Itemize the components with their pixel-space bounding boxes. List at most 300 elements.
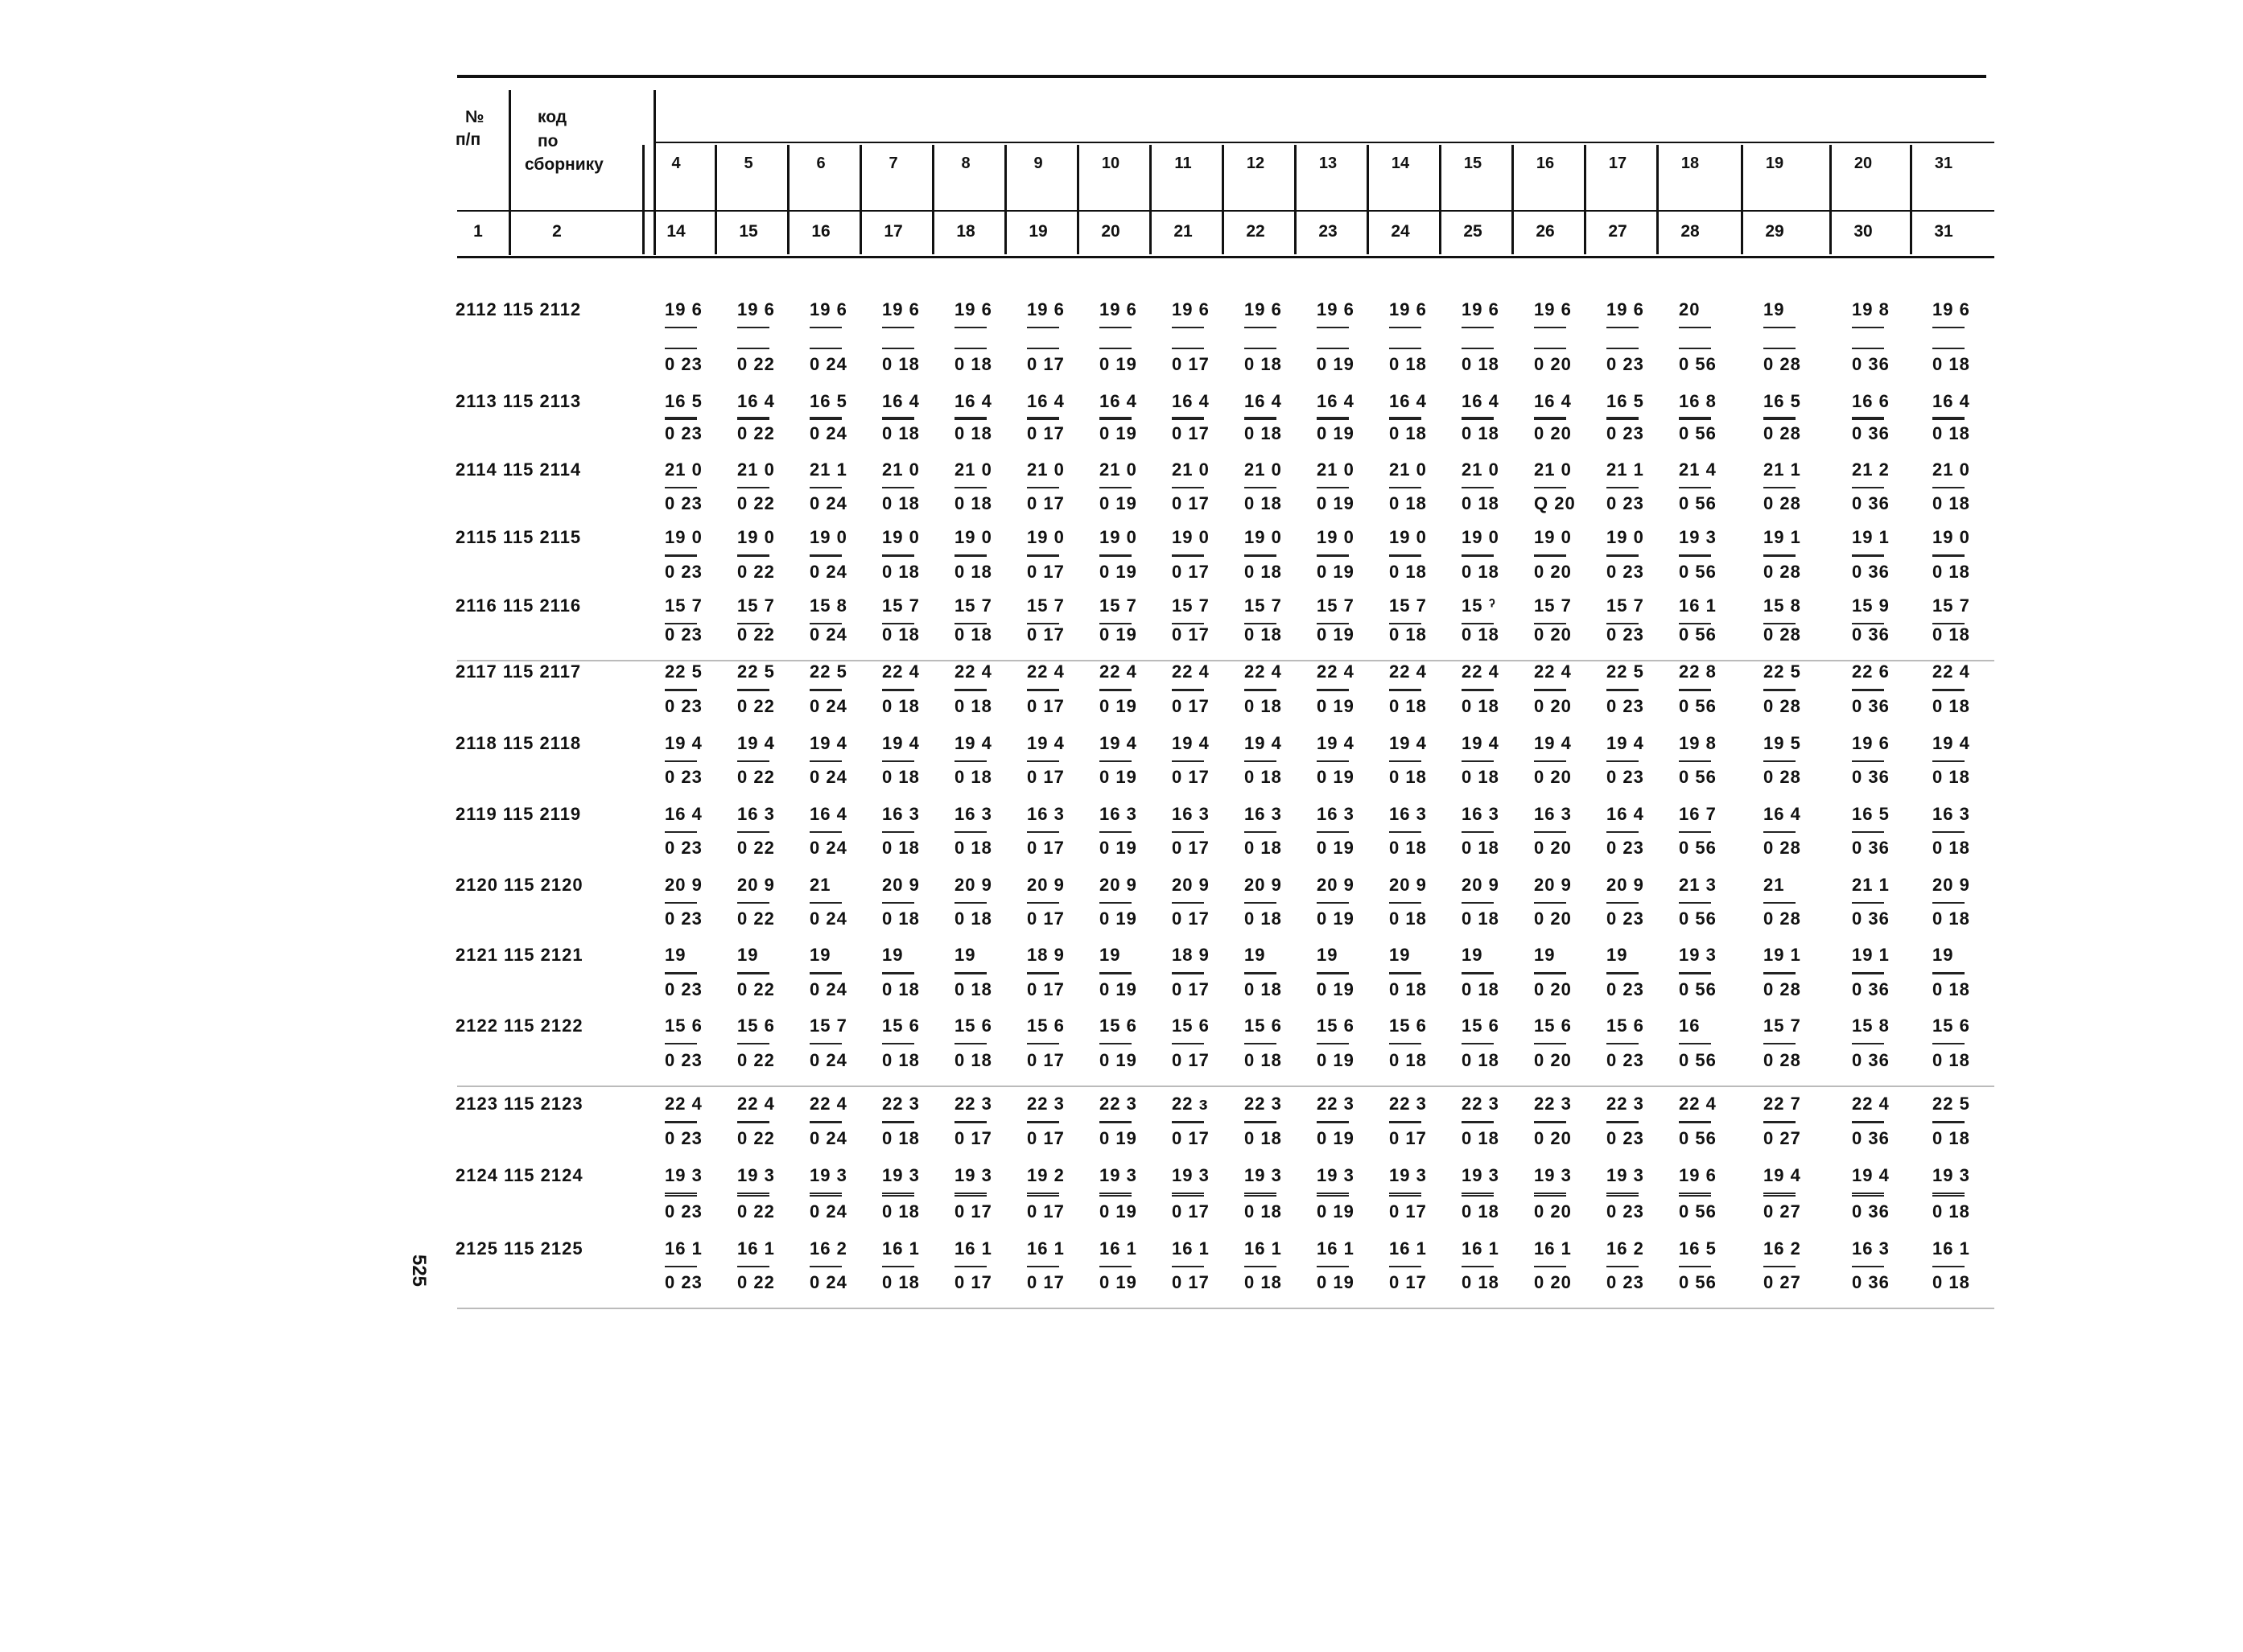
- cell-den: 0 20: [1534, 1272, 1572, 1292]
- row-code: 2124 115 2124: [456, 1165, 583, 1185]
- fraction-bar: [1932, 690, 1965, 691]
- cell-den: 0 22: [737, 562, 775, 582]
- fraction-bar: [1027, 1193, 1059, 1194]
- cell-den: 0 18: [1389, 1050, 1427, 1070]
- cell-num: 16 4: [1317, 391, 1354, 411]
- fraction-bar: [955, 327, 987, 328]
- fraction-bar: [1679, 348, 1711, 349]
- cell-num: 22 3: [1389, 1094, 1427, 1114]
- fraction-bar: [882, 417, 914, 418]
- cell-num: 15 7: [1606, 595, 1644, 616]
- header-sub-number: 24: [1391, 222, 1410, 241]
- cell-den: 0 18: [1932, 1050, 1970, 1070]
- fraction-bar: [1172, 1122, 1204, 1123]
- cell-den: 0 19: [1317, 979, 1354, 999]
- fraction-bar: [1172, 417, 1204, 418]
- header-sub-number: 23: [1318, 222, 1338, 241]
- cell-den: 0 56: [1679, 354, 1717, 374]
- cell-den: 0 36: [1852, 1128, 1890, 1148]
- row-code: 2119 115 2119: [456, 804, 582, 824]
- fraction-bar: [1389, 487, 1421, 488]
- fraction-bar: [1244, 902, 1276, 904]
- cell-num: 19 4: [882, 733, 920, 753]
- fraction-bar: [665, 487, 697, 488]
- fraction-bar: [955, 348, 987, 349]
- fraction-bar: [1932, 973, 1965, 974]
- fraction-bar: [882, 327, 914, 328]
- fraction-bar: [1534, 831, 1566, 833]
- cell-num: 15 7: [955, 595, 992, 616]
- fraction-bar: [737, 1266, 769, 1267]
- header-col-number: 8: [961, 154, 971, 172]
- cell-den: 0 17: [1172, 767, 1210, 787]
- cell-den: 0 24: [810, 1128, 847, 1148]
- row-code: 2120 115 2120: [456, 875, 583, 895]
- cell-den: 0 17: [1172, 696, 1210, 716]
- cell-den: 0 17: [1172, 908, 1210, 929]
- fraction-bar: [810, 418, 842, 420]
- cell-num: 22 5: [1763, 661, 1801, 682]
- cell-num: 19 6: [955, 299, 992, 319]
- fraction-bar: [1606, 348, 1639, 349]
- cell-num: 16 4: [882, 391, 920, 411]
- cell-den: 0 36: [1852, 493, 1890, 513]
- fraction-bar: [1172, 902, 1204, 904]
- cell-num: 19 6: [1244, 299, 1282, 319]
- cell-den: 0 18: [1932, 838, 1970, 858]
- cell-den: 0 56: [1679, 908, 1717, 929]
- cell-num: 19 0: [1462, 527, 1499, 547]
- cell-num: 15 6: [1534, 1016, 1572, 1036]
- fraction-bar: [810, 348, 842, 349]
- cell-num: 19 3: [882, 1165, 920, 1185]
- cell-num: 19 0: [955, 527, 992, 547]
- fraction-bar: [1606, 831, 1639, 833]
- header-sub-number: 20: [1101, 222, 1120, 241]
- cell-den: 0 19: [1317, 1128, 1354, 1148]
- cell-den: 0 19: [1099, 1128, 1137, 1148]
- col1-label-line2: п/п: [456, 130, 481, 149]
- cell-num: 22 3: [1534, 1094, 1572, 1114]
- fraction-bar: [1852, 1266, 1884, 1267]
- cell-den: 0 18: [955, 493, 992, 513]
- fraction-bar: [882, 1195, 914, 1197]
- fraction-bar: [810, 690, 842, 691]
- cell-den: 0 18: [882, 908, 920, 929]
- header-col-number: 20: [1853, 154, 1873, 172]
- header-col-number: 15: [1463, 154, 1482, 172]
- fraction-bar: [665, 902, 697, 904]
- cell-den: 0 18: [882, 979, 920, 999]
- header-col-number: 17: [1608, 154, 1627, 172]
- fraction-bar: [1317, 487, 1349, 488]
- cell-num: 16 5: [665, 391, 703, 411]
- cell-num: 16 3: [1852, 1238, 1890, 1259]
- fraction-bar: [737, 1043, 769, 1044]
- cell-num: 19 4: [665, 733, 703, 753]
- header-sub-number: 26: [1536, 222, 1555, 241]
- fraction-bar: [1099, 1193, 1132, 1194]
- cell-den: 0 36: [1852, 696, 1890, 716]
- cell-den: 0 18: [882, 354, 920, 374]
- cell-num: 22 4: [1534, 661, 1572, 682]
- fraction-bar: [1852, 417, 1884, 418]
- cell-num: 19: [1099, 945, 1121, 965]
- cell-den: 0 23: [1606, 1272, 1644, 1292]
- cell-num: 21 1: [1852, 875, 1890, 895]
- cell-num: 19 0: [737, 527, 775, 547]
- header-rule-1: [656, 142, 1994, 143]
- cell-den: 0 17: [1027, 1050, 1065, 1070]
- fraction-bar: [1389, 555, 1421, 557]
- cell-den: 0 28: [1763, 838, 1801, 858]
- cell-den: 0 56: [1679, 562, 1717, 582]
- cell-num: 16 4: [1027, 391, 1065, 411]
- cell-num: 21 0: [665, 459, 703, 480]
- cell-den: 0 18: [1932, 1201, 1970, 1221]
- cell-num: 15 7: [1099, 595, 1137, 616]
- fraction-bar: [1172, 690, 1204, 691]
- cell-num: 19: [882, 945, 904, 965]
- fraction-bar: [1606, 690, 1639, 691]
- cell-num: 19 3: [1462, 1165, 1499, 1185]
- fraction-bar: [1099, 760, 1132, 762]
- cell-den: 0 18: [1244, 1050, 1282, 1070]
- fraction-bar: [1534, 973, 1566, 974]
- cell-den: 0 23: [665, 1272, 703, 1292]
- fraction-bar: [1763, 487, 1796, 488]
- fraction-bar: [1679, 1193, 1711, 1194]
- fraction-bar: [1389, 348, 1421, 349]
- cell-den: 0 18: [882, 423, 920, 443]
- cell-den: 0 18: [1244, 979, 1282, 999]
- header-col-number: 5: [744, 154, 753, 172]
- cell-num: 21 2: [1852, 459, 1890, 480]
- fraction-bar: [1244, 1266, 1276, 1267]
- cell-num: 16 3: [955, 804, 992, 824]
- cell-num: 15 9: [1852, 595, 1890, 616]
- fraction-bar: [882, 418, 914, 420]
- column-divider: [1511, 145, 1514, 254]
- fraction-bar: [955, 418, 987, 420]
- header-sub-number: 17: [884, 222, 903, 241]
- cell-den: 0 23: [665, 1201, 703, 1221]
- fraction-bar: [1534, 417, 1566, 418]
- fraction-bar: [1534, 760, 1566, 762]
- cell-num: 15 7: [810, 1016, 847, 1036]
- cell-num: 16 1: [1932, 1238, 1970, 1259]
- cell-num: 20 9: [1462, 875, 1499, 895]
- fraction-bar: [1534, 690, 1566, 691]
- cell-den: 0 19: [1317, 1050, 1354, 1070]
- cell-num: 20 9: [665, 875, 703, 895]
- cell-num: 19 4: [1027, 733, 1065, 753]
- cell-num: 19 0: [1534, 527, 1572, 547]
- fraction-bar: [1462, 1195, 1494, 1197]
- cell-num: 16 5: [1852, 804, 1890, 824]
- header-col-number: 14: [1391, 154, 1410, 172]
- cell-den: 0 18: [1244, 562, 1282, 582]
- cell-num: 20 9: [1099, 875, 1137, 895]
- cell-den: 0 18: [882, 624, 920, 645]
- cell-den: 0 28: [1763, 493, 1801, 513]
- cell-den: 0 56: [1679, 767, 1717, 787]
- fraction-bar: [1389, 1043, 1421, 1044]
- fraction-bar: [665, 555, 697, 557]
- cell-num: 22 4: [1244, 661, 1282, 682]
- cell-den: Q 20: [1534, 493, 1576, 513]
- fraction-bar: [1462, 973, 1494, 974]
- cell-num: 19 8: [1679, 733, 1717, 753]
- header-sub-number: 22: [1246, 222, 1265, 241]
- header-col-number: 9: [1033, 154, 1043, 172]
- cell-den: 0 18: [1244, 908, 1282, 929]
- fraction-bar: [1606, 555, 1639, 557]
- cell-den: 0 20: [1534, 1128, 1572, 1148]
- cell-den: 0 19: [1099, 696, 1137, 716]
- fraction-bar: [1534, 1195, 1566, 1197]
- cell-den: 0 18: [1389, 493, 1427, 513]
- fraction-bar: [1534, 1266, 1566, 1267]
- fraction-bar: [1462, 487, 1494, 488]
- cell-den: 0 18: [955, 908, 992, 929]
- fraction-bar: [1763, 973, 1796, 974]
- cell-den: 0 18: [1389, 423, 1427, 443]
- fraction-bar: [882, 1122, 914, 1123]
- fraction-bar: [1099, 1266, 1132, 1267]
- fraction-bar: [665, 760, 697, 762]
- cell-den: 0 18: [882, 696, 920, 716]
- cell-den: 0 18: [882, 838, 920, 858]
- fraction-bar: [665, 418, 697, 420]
- cell-num: 19 3: [1606, 1165, 1644, 1185]
- cell-den: 0 23: [1606, 908, 1644, 929]
- cell-den: 0 20: [1534, 624, 1572, 645]
- col2-label-line2: по: [538, 132, 559, 150]
- cell-num: 19 3: [1679, 527, 1717, 547]
- header-sub-number: 2: [552, 222, 562, 241]
- cell-num: 19 4: [1244, 733, 1282, 753]
- fraction-bar: [1317, 1193, 1349, 1194]
- cell-den: 0 18: [1932, 1128, 1970, 1148]
- cell-num: 19 6: [1932, 299, 1970, 319]
- cell-den: 0 19: [1317, 354, 1354, 374]
- cell-den: 0 23: [665, 1128, 703, 1148]
- fraction-bar: [1462, 418, 1494, 420]
- fraction-bar: [1763, 1266, 1796, 1267]
- cell-den: 0 18: [955, 767, 992, 787]
- cell-num: 22 3: [882, 1094, 920, 1114]
- header-col-number: 7: [889, 154, 898, 172]
- fraction-bar: [1932, 1122, 1965, 1123]
- cell-num: 19 6: [810, 299, 847, 319]
- fraction-bar: [665, 1266, 697, 1267]
- fraction-bar: [737, 327, 769, 328]
- cell-num: 16 4: [1534, 391, 1572, 411]
- cell-den: 0 36: [1852, 1201, 1890, 1221]
- fraction-bar: [882, 348, 914, 349]
- fraction-bar: [1606, 1266, 1639, 1267]
- fraction-bar: [1932, 327, 1965, 328]
- cell-den: 0 18: [1932, 1272, 1970, 1292]
- col2-label-line3: сборнику: [525, 155, 604, 174]
- cell-num: 19 6: [1027, 299, 1065, 319]
- fraction-bar: [1852, 1122, 1884, 1123]
- group-separator: [457, 1086, 1994, 1087]
- cell-den: 0 36: [1852, 354, 1890, 374]
- cell-den: 0 23: [665, 767, 703, 787]
- cell-den: 0 56: [1679, 423, 1717, 443]
- cell-num: 21 4: [1679, 459, 1717, 480]
- cell-den: 0 18: [1389, 624, 1427, 645]
- fraction-bar: [882, 1266, 914, 1267]
- cell-den: 0 17: [1027, 562, 1065, 582]
- cell-den: 0 18: [1389, 838, 1427, 858]
- header-col-number: 31: [1934, 154, 1953, 172]
- fraction-bar: [955, 1043, 987, 1044]
- cell-den: 0 18: [1462, 423, 1499, 443]
- cell-num: 21 1: [1606, 459, 1644, 480]
- column-divider: [1077, 145, 1079, 254]
- header-sub-number: 16: [811, 222, 831, 241]
- cell-den: 0 28: [1763, 696, 1801, 716]
- fraction-bar: [1462, 1043, 1494, 1044]
- cell-den: 0 18: [1244, 1201, 1282, 1221]
- fraction-bar: [1389, 902, 1421, 904]
- fraction-bar: [1172, 1195, 1204, 1197]
- cell-num: 21: [810, 875, 831, 895]
- fraction-bar: [1389, 1266, 1421, 1267]
- fraction-bar: [1679, 327, 1711, 328]
- cell-num: 15 6: [1027, 1016, 1065, 1036]
- cell-num: 19 3: [1679, 945, 1717, 965]
- cell-num: 19 4: [1389, 733, 1427, 753]
- cell-den: 0 17: [1027, 767, 1065, 787]
- cell-den: 0 22: [737, 423, 775, 443]
- header-col-number: 11: [1174, 154, 1192, 172]
- cell-num: 15 7: [1172, 595, 1210, 616]
- cell-num: 20: [1679, 299, 1701, 319]
- fraction-bar: [665, 1195, 697, 1197]
- cell-num: 16 4: [810, 804, 847, 824]
- header-sub-number: 27: [1608, 222, 1627, 241]
- fraction-bar: [1852, 418, 1884, 420]
- fraction-bar: [882, 555, 914, 557]
- cell-den: 0 28: [1763, 562, 1801, 582]
- header-sub-number: 15: [739, 222, 758, 241]
- fraction-bar: [1606, 487, 1639, 488]
- fraction-bar: [1606, 760, 1639, 762]
- fraction-bar: [1244, 831, 1276, 833]
- cell-den: 0 17: [1027, 624, 1065, 645]
- fraction-bar: [737, 831, 769, 833]
- cell-num: 16 1: [1679, 595, 1717, 616]
- fraction-bar: [737, 348, 769, 349]
- cell-num: 19 4: [810, 733, 847, 753]
- row-code: 2118 115 2118: [456, 733, 582, 753]
- fraction-bar: [1244, 555, 1276, 557]
- fraction-bar: [1462, 690, 1494, 691]
- cell-den: 0 18: [955, 562, 992, 582]
- fraction-bar: [1606, 327, 1639, 328]
- fraction-bar: [1244, 348, 1276, 349]
- fraction-bar: [1679, 1043, 1711, 1044]
- fraction-bar: [1534, 1122, 1566, 1123]
- cell-den: 0 23: [665, 908, 703, 929]
- cell-num: 19: [1389, 945, 1411, 965]
- cell-den: 0 18: [1932, 423, 1970, 443]
- cell-den: 0 56: [1679, 696, 1717, 716]
- fraction-bar: [882, 1193, 914, 1194]
- cell-den: 0 19: [1099, 1201, 1137, 1221]
- fraction-bar: [1099, 417, 1132, 418]
- cell-den: 0 24: [810, 493, 847, 513]
- fraction-bar: [1099, 418, 1132, 420]
- fraction-bar: [1679, 760, 1711, 762]
- cell-den: 0 19: [1099, 1272, 1137, 1292]
- fraction-bar: [1763, 418, 1796, 420]
- cell-den: 0 22: [737, 1050, 775, 1070]
- cell-num: 22 4: [737, 1094, 775, 1114]
- fraction-bar: [665, 1122, 697, 1123]
- fraction-bar: [1932, 760, 1965, 762]
- cell-num: 16: [1679, 1016, 1701, 1036]
- cell-num: 19: [1244, 945, 1266, 965]
- cell-num: 15 7: [882, 595, 920, 616]
- cell-den: 0 56: [1679, 838, 1717, 858]
- cell-num: 19 3: [737, 1165, 775, 1185]
- cell-den: 0 18: [1462, 1128, 1499, 1148]
- row-code: 2112 115 2112: [456, 299, 582, 319]
- cell-num: 19 0: [1389, 527, 1427, 547]
- fraction-bar: [955, 417, 987, 418]
- header-col-number: 18: [1680, 154, 1700, 172]
- cell-den: 0 18: [1932, 624, 1970, 645]
- cell-num: 16 1: [1172, 1238, 1210, 1259]
- fraction-bar: [1099, 690, 1132, 691]
- fraction-bar: [1763, 1122, 1796, 1123]
- cell-den: 0 17: [1027, 423, 1065, 443]
- cell-den: 0 18: [955, 354, 992, 374]
- cell-num: 19 1: [1852, 945, 1890, 965]
- cell-num: 15 8: [1852, 1016, 1890, 1036]
- cell-den: 0 24: [810, 562, 847, 582]
- fraction-bar: [1462, 1122, 1494, 1123]
- cell-num: 16 4: [665, 804, 703, 824]
- row-code: 2123 115 2123: [456, 1094, 583, 1114]
- fraction-bar: [1389, 1195, 1421, 1197]
- col2-label-line1: код: [538, 108, 567, 126]
- cell-num: 16 1: [1027, 1238, 1065, 1259]
- fraction-bar: [955, 760, 987, 762]
- header-sub-number: 18: [956, 222, 975, 241]
- cell-num: 16 3: [1172, 804, 1210, 824]
- cell-num: 19 0: [1172, 527, 1210, 547]
- cell-num: 15 7: [1389, 595, 1427, 616]
- fraction-bar: [737, 487, 769, 488]
- cell-den: 0 20: [1534, 767, 1572, 787]
- cell-den: 0 18: [1389, 354, 1427, 374]
- fraction-bar: [1099, 327, 1132, 328]
- fraction-bar: [1317, 831, 1349, 833]
- fraction-bar: [1852, 831, 1884, 833]
- fraction-bar: [1606, 1043, 1639, 1044]
- cell-num: 22 4: [1172, 661, 1210, 682]
- fraction-bar: [1317, 1195, 1349, 1197]
- fraction-bar: [1852, 348, 1884, 349]
- cell-den: 0 20: [1534, 1201, 1572, 1221]
- fraction-bar: [955, 555, 987, 557]
